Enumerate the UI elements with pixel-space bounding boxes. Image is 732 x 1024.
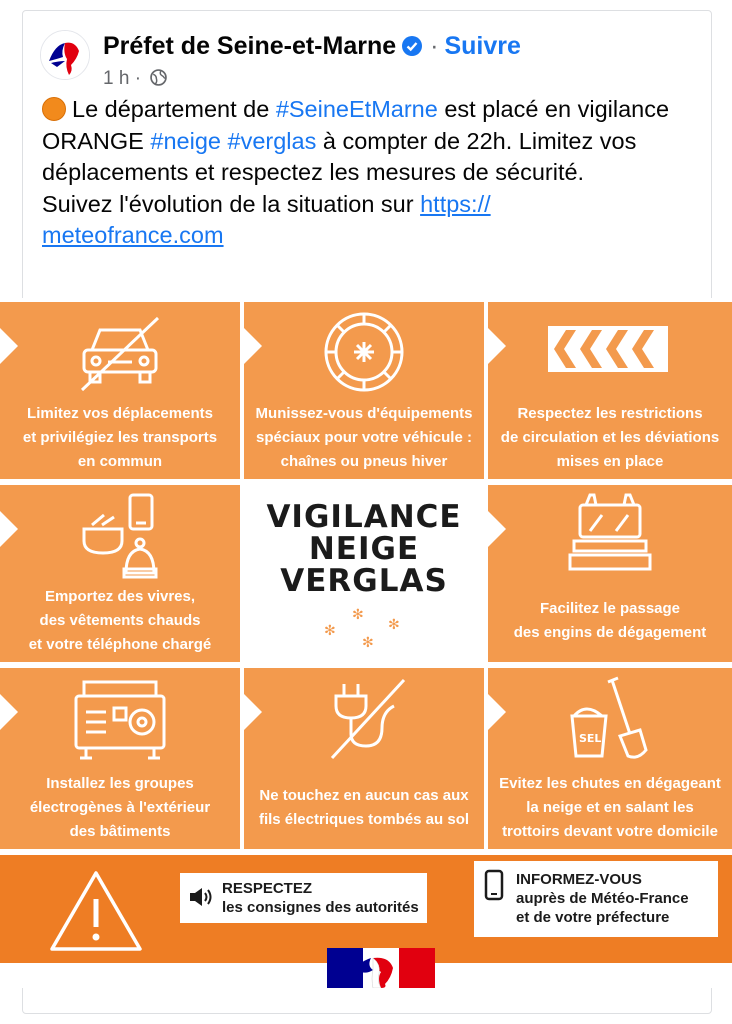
post-header — [40, 28, 700, 88]
inform-card — [474, 861, 718, 937]
caption-line: Installez les groupes — [46, 775, 194, 792]
caption-line: Munissez-vous d'équipements — [255, 405, 473, 422]
tile-limit-travel — [0, 302, 240, 479]
vigilance-title — [244, 501, 484, 597]
svg-text:✻: ✻ — [352, 607, 364, 623]
speaker-icon — [188, 886, 214, 908]
hashtag-seineetmarne[interactable]: #SeineEtMarne — [275, 96, 438, 122]
page-name-line — [103, 32, 521, 61]
post-time[interactable]: 1 h — [103, 68, 130, 89]
supplies-icon — [78, 491, 168, 581]
arrow-notch — [488, 511, 506, 547]
caption-line: des vêtements chauds — [39, 612, 201, 629]
marianne-logo-icon — [41, 31, 90, 80]
post-text — [42, 94, 702, 252]
svg-text:✻: ✻ — [388, 617, 400, 633]
caption-line: la neige et en salant les — [526, 799, 694, 816]
smartphone-icon — [484, 869, 504, 901]
text-segment: à compter de 22h. Limitez vos déplacements et respectez les mesures de sécurité. — [42, 127, 637, 185]
snowflakes-icon — [314, 603, 414, 653]
page-name[interactable]: Préfet de Seine-et-Marne — [103, 32, 397, 60]
warning-triangle-icon — [48, 869, 144, 953]
title-line: VIGILANCE — [266, 499, 462, 535]
caption-line: Facilitez le passage — [539, 600, 681, 617]
bottom-band — [0, 855, 732, 963]
inform-text-1: auprès de Météo-France — [516, 890, 689, 907]
caption-line: et privilégiez les transports — [22, 429, 218, 446]
salt-label: SEL — [579, 732, 602, 745]
tile-caption — [4, 585, 236, 657]
verified-badge-icon — [402, 36, 422, 56]
inform-text-2: et de votre préfecture — [516, 909, 670, 926]
tile-winter-equipment — [244, 302, 484, 479]
caption-line: en commun — [77, 453, 163, 470]
caption-line: de circulation et les déviations — [500, 429, 720, 446]
tile-caption — [248, 402, 480, 474]
arrow-notch — [0, 328, 18, 364]
tile-caption — [4, 772, 236, 844]
text-segment: est placé en vigilance ORANGE — [42, 96, 670, 154]
caption-line: spéciaux pour votre véhicule : — [256, 429, 472, 446]
orange-circle-icon — [42, 97, 66, 121]
republique-francaise-logo-icon — [327, 948, 435, 988]
vigilance-infographic[interactable] — [0, 298, 732, 988]
tile-supplies — [0, 485, 240, 662]
respect-text: les consignes des autorités — [222, 899, 419, 916]
meta-separator: · — [134, 68, 142, 89]
title-line: VERGLAS — [280, 563, 448, 599]
caption-line: trottoirs devant votre domicile — [502, 823, 718, 840]
arrow-notch — [0, 694, 18, 730]
tile-caption — [492, 772, 728, 844]
caption-line: fils électriques tombés au sol — [258, 811, 470, 828]
tile-salt-sidewalks — [488, 668, 732, 849]
tile-traffic-restrictions — [488, 302, 732, 479]
salt-shovel-icon — [568, 676, 654, 764]
tile-caption — [248, 784, 480, 832]
caption-line: mises en place — [556, 453, 664, 470]
caption-line: chaînes ou pneus hiver — [280, 453, 448, 470]
separator: · — [430, 32, 439, 60]
text-segment: Le département de — [72, 96, 276, 122]
caption-line: Evitez les chutes en dégageant — [499, 775, 721, 792]
chevrons-left-icon — [548, 326, 668, 372]
snow-tire-icon — [322, 310, 406, 394]
arrow-notch — [244, 694, 262, 730]
arrow-notch — [244, 328, 262, 364]
generator-icon — [72, 676, 168, 762]
page-avatar[interactable] — [40, 30, 90, 80]
tile-caption — [492, 402, 728, 474]
caption-line: des bâtiments — [69, 823, 171, 840]
arrow-notch — [0, 511, 18, 547]
tile-electric-wires — [244, 668, 484, 849]
arrow-notch — [488, 694, 506, 730]
snowplow-icon — [568, 491, 652, 575]
respect-card — [180, 873, 427, 923]
car-crossed-icon — [70, 312, 170, 396]
respect-title: RESPECTEZ — [222, 880, 313, 897]
caption-line: Limitez vos déplacements — [27, 405, 213, 422]
caption-line: des engins de dégagement — [513, 624, 707, 641]
hashtag-verglas[interactable]: #verglas — [227, 127, 317, 154]
arrow-notch — [488, 328, 506, 364]
tile-snowplow — [488, 485, 732, 662]
hashtag-neige[interactable]: #neige — [150, 127, 221, 154]
text-segment: Suivez l'évolution de la situation sur — [42, 190, 421, 217]
follow-button[interactable]: Suivre — [444, 32, 521, 60]
link-line-1: https:// — [420, 190, 491, 217]
svg-text:✻: ✻ — [324, 623, 336, 639]
caption-line: Respectez les restrictions — [517, 405, 703, 422]
globe-icon — [150, 69, 167, 86]
caption-line: électrogènes à l'extérieur — [29, 799, 211, 816]
caption-line: Ne touchez en aucun cas aux — [259, 787, 469, 804]
tile-generators — [0, 668, 240, 849]
svg-text:✻: ✻ — [362, 635, 374, 651]
title-line: NEIGE — [308, 531, 420, 567]
caption-line: Emportez des vivres, — [44, 588, 196, 605]
tile-caption — [492, 597, 728, 645]
post-meta — [103, 68, 167, 90]
plug-crossed-icon — [324, 676, 408, 762]
tile-caption — [4, 402, 236, 474]
inform-title: INFORMEZ-VOUS — [516, 871, 642, 888]
caption-line: et votre téléphone chargé — [28, 636, 212, 653]
vigilance-title-tile — [244, 485, 484, 662]
link-line-2: meteofrance.com — [42, 222, 224, 248]
